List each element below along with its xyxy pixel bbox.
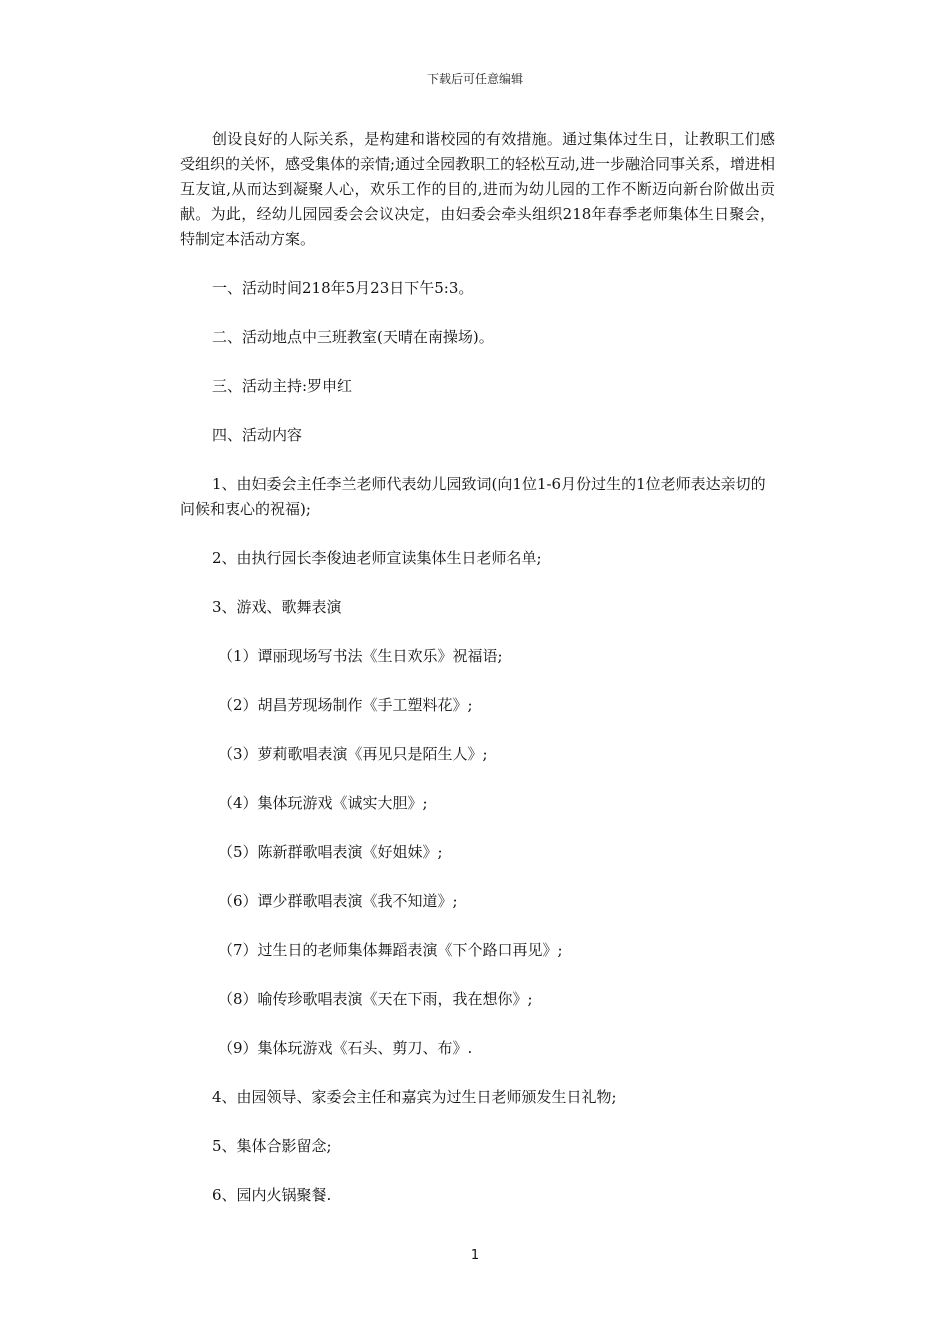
- sub-item-9: （9）集体玩游戏《石头、剪刀、布》.: [218, 1039, 473, 1057]
- section-host: 三、活动主持:罗申红: [212, 377, 353, 395]
- sub-item-7: （7）过生日的老师集体舞蹈表演《下个路口再见》;: [218, 941, 563, 959]
- page-header: 下载后可任意编辑: [426, 72, 523, 86]
- sub-item-4: （4）集体玩游戏《诚实大胆》;: [218, 794, 428, 812]
- intro-paragraph: 创设良好的人际关系，是构建和谐校园的有效措施。通过集体过生日，让教职工们感受组织的关怀，感受集体的亲情;通过全园教职工的轻松互动,进一步融洽同事关系，增进相互友谊,从而达到凝聚人心，欢乐工作的目的,进而为幼儿园的工作不断迈向新台阶做出贡献。为此，经幼儿园园委会会议决定，由妇委会牵头组织218年春季老师集体生日聚会，特制定本活动方案。: [180, 130, 775, 248]
- sub-item-1: （1）谭丽现场写书法《生日欢乐》祝福语;: [218, 647, 503, 665]
- section-place: 二、活动地点中三班教室(天晴在南操场)。: [212, 328, 494, 346]
- section-content-title: 四、活动内容: [212, 426, 303, 444]
- sub-item-5: （5）陈新群歌唱表演《好姐妹》;: [218, 843, 443, 861]
- sub-item-6: （6）谭少群歌唱表演《我不知道》;: [218, 892, 458, 910]
- section-time: 一、活动时间218年5月23日下午5:3。: [212, 279, 474, 297]
- item-3: 3、游戏、歌舞表演: [212, 598, 342, 616]
- sub-item-2: （2）胡昌芳现场制作《手工塑料花》;: [218, 696, 473, 714]
- sub-item-8: （8）喻传珍歌唱表演《天在下雨，我在想你》;: [218, 990, 533, 1008]
- item-1: 1、由妇委会主任李兰老师代表幼儿园致词(向1位1-6月份过生的1位老师表达亲切的问候和衷心的祝福);: [180, 475, 766, 518]
- item-4: 4、由园领导、家委会主任和嘉宾为过生日老师颁发生日礼物;: [212, 1088, 617, 1106]
- item-5: 5、集体合影留念;: [212, 1137, 332, 1155]
- item-6: 6、园内火锅聚餐.: [212, 1186, 332, 1204]
- item-2: 2、由执行园长李俊迪老师宣读集体生日老师名单;: [212, 549, 542, 567]
- document-body: [180, 127, 775, 1208]
- sub-item-3: （3）萝莉歌唱表演《再见只是陌生人》;: [218, 745, 488, 763]
- page-number: 1: [470, 1248, 480, 1263]
